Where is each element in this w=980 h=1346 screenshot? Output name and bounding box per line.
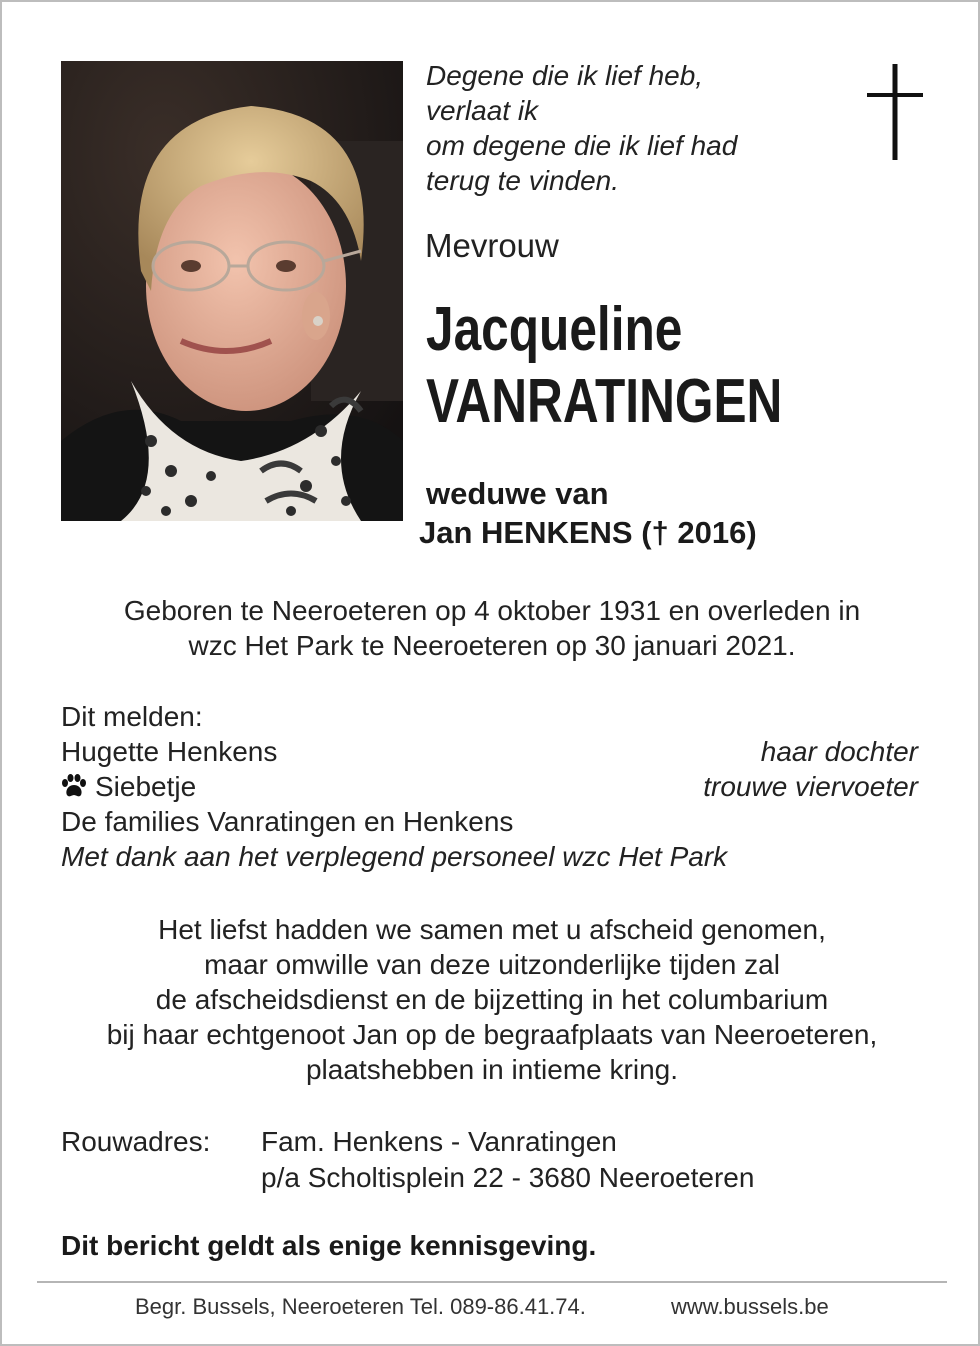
notice-statement: Dit bericht geldt als enige kennisgeving. (61, 1230, 597, 1261)
dates-line: wzc Het Park te Neeroeteren op 30 januari 2021. (188, 630, 796, 661)
memorial-poem (426, 58, 846, 198)
mourner-relation: haar dochter (760, 736, 918, 767)
poem-line: verlaat ik (426, 95, 539, 126)
widow-label: weduwe van (426, 476, 609, 511)
families-line: De families Vanratingen en Henkens (61, 806, 514, 837)
poem-line: terug te vinden. (426, 165, 620, 196)
closing-line: bij haar echtgenoot Jan op de begraafplaats van Neeroeteren, (106, 1019, 878, 1050)
mourner-row (61, 734, 918, 769)
closing-line: plaatshebben in intieme kring. (305, 1054, 678, 1085)
portrait-photo (61, 61, 403, 521)
dates-line: Geboren te Neeroeteren op 4 oktober 1931 en overleden in (123, 595, 861, 626)
address-lines (261, 1124, 754, 1196)
birth-death-statement (2, 593, 980, 663)
paw-icon (61, 774, 87, 798)
website-link[interactable]: www.bussels.be (671, 1294, 829, 1319)
mourners-intro: Dit melden: (61, 701, 203, 732)
deceased-name (426, 294, 782, 438)
closing-line: maar omwille van deze uitzonderlijke tijden zal (204, 949, 780, 980)
mourner-row (61, 769, 918, 804)
undertaker-info: Begr. Bussels, Neeroeteren Tel. 089-86.41.74. (135, 1294, 586, 1319)
last-name: VANRATINGEN (426, 367, 783, 436)
mourners-list (61, 699, 918, 874)
mourner-name: Hugette Henkens (61, 736, 278, 767)
spouse-name: Jan HENKENS († 2016) (419, 515, 757, 550)
mourner-name: Siebetje (95, 771, 197, 802)
poem-line: om degene die ik lief had (426, 130, 738, 161)
honorific-title: Mevrouw (425, 227, 559, 264)
footer-divider (37, 1281, 947, 1283)
thanks-line: Met dank aan het verplegend personeel wzc Het Park (61, 841, 728, 872)
mourner-relation: trouwe viervoeter (703, 771, 918, 802)
mourner-with-icon (61, 769, 196, 804)
cross-icon (867, 64, 923, 160)
poem-line: Degene die ik lief heb, (426, 60, 704, 91)
closing-line: de afscheidsdienst en de bijzetting in het columbarium (155, 984, 829, 1015)
address-line: Fam. Henkens - Vanratingen (261, 1126, 617, 1157)
first-name: Jacqueline (426, 295, 683, 364)
address-line: p/a Scholtisplein 22 - 3680 Neeroeteren (261, 1162, 755, 1193)
closing-line: Het liefst hadden we samen met u afscheid genomen, (158, 914, 826, 945)
address-label: Rouwadres: (61, 1126, 211, 1157)
closing-message (2, 912, 980, 1087)
